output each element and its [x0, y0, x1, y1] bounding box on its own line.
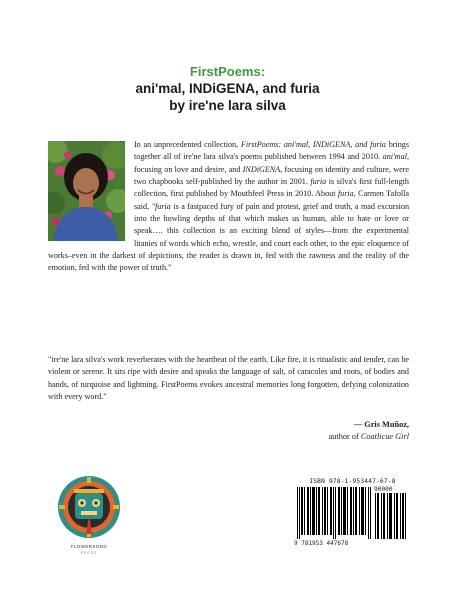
author-line: by ire'ne lara silva [169, 98, 286, 113]
book-title: ani'mal, INDiGENA, and furia [135, 81, 320, 96]
addon-barcode-icon [375, 493, 407, 539]
blurb-title-italic: FirstPoems: ani'mal, INDiGENA, and furia [240, 140, 386, 149]
endorsement-attribution [329, 419, 409, 443]
blurb-title-italic: furia [337, 189, 354, 199]
publisher-sub: PRESS [80, 551, 98, 555]
blurb-text: , focusing on identity and culture, were two chapbooks self-published by the author in 2001. [134, 164, 409, 187]
blurb-text: is silva's first full-length collection, first published by Mouthfeel Press in 2010. About [134, 177, 409, 199]
publisher-logo-icon [56, 474, 122, 546]
blurb-title-italic: INDiGENA [242, 164, 281, 174]
publisher-name: FLOWERSONG [70, 544, 108, 549]
blurb-text: , focusing on love and desire, and [134, 152, 409, 174]
ean-digits: 9 781953 447678 [294, 540, 349, 547]
endorser-prefix: author of [328, 432, 361, 441]
endorser-name: — Gris Muñoz, [353, 420, 409, 429]
blurb-text: , Carmen Tafolla said, [134, 189, 410, 211]
isbn-addon-code: 90000 [374, 486, 393, 493]
blurb-text: brings together all of ire'ne lara silva's poems published between 1994 and 2010. [134, 140, 410, 162]
blurb-text: In an unprecedented collection, [134, 140, 241, 149]
blurb-title-italic: furia [310, 177, 327, 187]
blurb-title-italic: ani'mal [382, 152, 407, 162]
blurb-title-italic: "furia [151, 201, 171, 211]
isbn-barcode-block [294, 477, 411, 549]
endorsement-quote: "ire'ne lara silva's work reverberates with the heartbeat of the earth. Like fire, it is ritualistic and tender, can be violent or serene. It sits ripe with desire and speaks the language of salt, of caracoles and roots, of bodies and hands, of turquoise and lightning. FirstPoems evokes ancestral memories long forgotten, defying colonization with every word." [48, 355, 409, 402]
barcode-icon [296, 487, 372, 539]
blurb-text: is a fastpaced fury of pain and protest, grief and truth, a mad excursion into the howling depths of that which makes us human, able to hate or love or speak…. this collection is an exciting blend of styles—from the experimental litanies of words which echo, wrestle, and court each other, to the epic eloquence of works–even in the darkest of depictions, the reader is drawn in, fed with the rawness and the reality of the emotion, fed with the power of truth." [48, 201, 410, 273]
description-paragraph [48, 139, 409, 275]
series-title: FirstPoems: [189, 64, 266, 79]
endorser-book: Coatlicue Girl [360, 432, 409, 441]
isbn-label: ISBN 978-1-953447-67-8 [309, 478, 396, 485]
cover-header [0, 64, 455, 114]
